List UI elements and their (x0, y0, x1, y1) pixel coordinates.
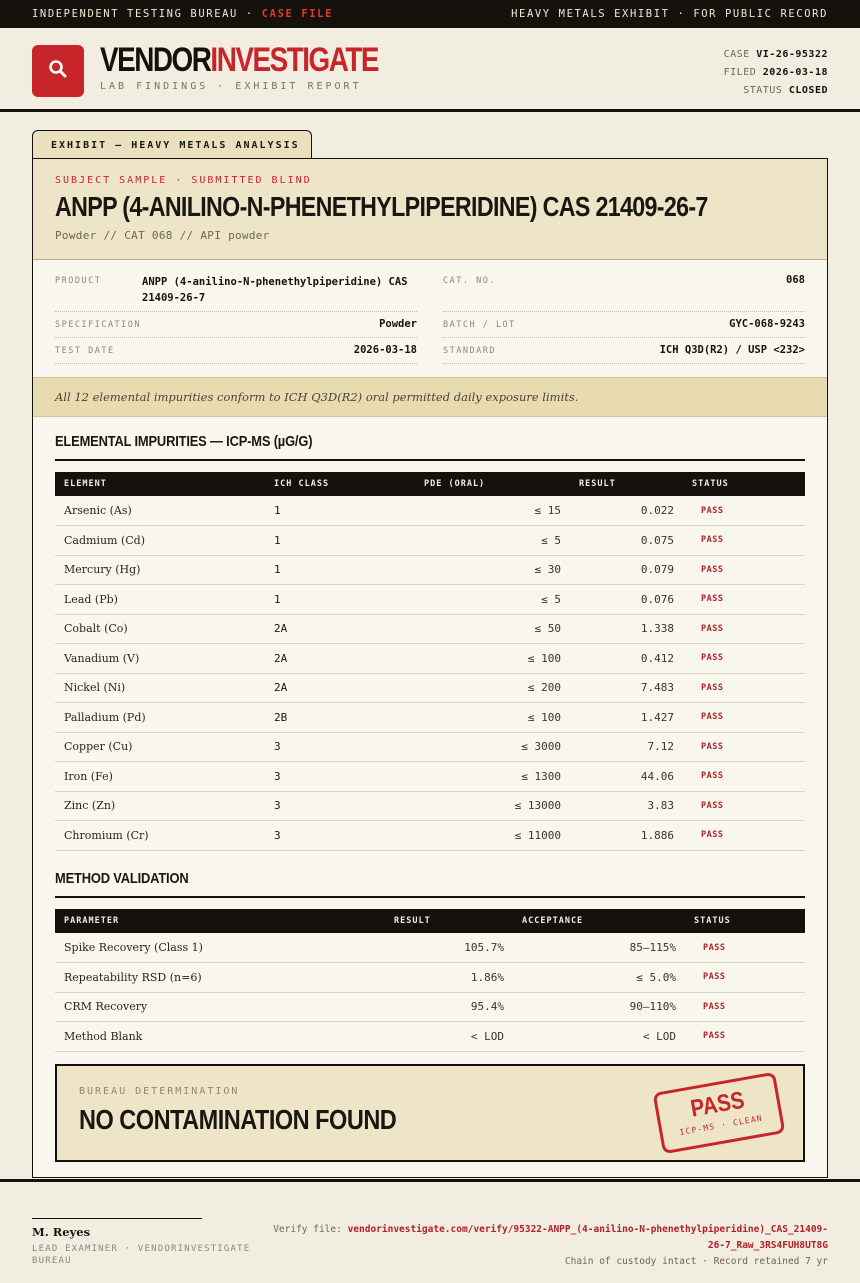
col-header-acceptance: ACCEPTANCE (522, 916, 584, 926)
impurity-row-cell: Cobalt (Co) (55, 614, 265, 644)
verify-line (268, 1222, 828, 1254)
spec-test-date (55, 344, 417, 364)
impurity-row-cell: ≤ 200 (415, 673, 570, 703)
status-label: STATUS (743, 85, 783, 96)
impurity-row-cell: ≤ 30 (415, 555, 570, 585)
determination-panel (55, 1064, 805, 1162)
spec-specification-value: Powder (379, 318, 417, 330)
spec-product-value: ANPP (4-anilino-N-phenethylpiperidine) CAS 21409-26-7 (142, 276, 408, 304)
validation-row-cell: PASS (685, 933, 805, 963)
impurity-row-cell: PASS (683, 614, 805, 644)
impurity-row-cell: 0.076 (570, 585, 683, 615)
validation-rule (55, 896, 805, 898)
validation-row-cell: 105.7% (385, 933, 513, 963)
spec-standard (443, 344, 805, 364)
validation-row-cell: 85–115% (513, 933, 685, 963)
impurity-row-cell: 3 (265, 732, 415, 762)
impurity-row-cell: Iron (Fe) (55, 762, 265, 792)
impurity-row-cell: Chromium (Cr) (55, 821, 265, 851)
impurity-row (55, 555, 805, 585)
spec-product-label: PRODUCT (55, 276, 102, 286)
validation-row-cell: Spike Recovery (Class 1) (55, 933, 385, 963)
impurity-row (55, 526, 805, 556)
impurity-row-cell: 1.886 (570, 821, 683, 851)
filed-date: 2026-03-18 (762, 67, 828, 78)
impurity-row-cell: 1.338 (570, 614, 683, 644)
verify-block (268, 1222, 828, 1270)
impurity-row-cell: PASS (683, 673, 805, 703)
impurity-row-cell: 7.483 (570, 673, 683, 703)
summary-banner: All 12 elemental impurities conform to ICH Q3D(R2) oral permitted daily exposure limits. (33, 377, 827, 417)
impurity-row-cell: ≤ 15 (415, 496, 570, 526)
subject-kicker: SUBJECT SAMPLE · SUBMITTED BLIND (55, 175, 312, 186)
validation-table (55, 909, 805, 1052)
case-file-label: CASE FILE (261, 8, 334, 20)
stamp-main: PASS (688, 1086, 747, 1123)
status-row (724, 82, 828, 100)
spec-test-date-value: 2026-03-18 (353, 344, 417, 356)
impurity-row-cell: PASS (683, 703, 805, 733)
col-header-result: RESULT (579, 479, 616, 489)
impurity-row-cell: Palladium (Pd) (55, 703, 265, 733)
impurity-row-cell: ≤ 13000 (415, 791, 570, 821)
magnifier-icon (47, 58, 69, 84)
filed-row (724, 64, 828, 82)
impurity-row (55, 673, 805, 703)
exhibit-tab: EXHIBIT — HEAVY METALS ANALYSIS (32, 130, 312, 159)
impurity-row-cell: Copper (Cu) (55, 732, 265, 762)
impurity-row-cell: Mercury (Hg) (55, 555, 265, 585)
impurity-row-cell: ≤ 11000 (415, 821, 570, 851)
impurity-row-cell: 2A (265, 673, 415, 703)
validation-row (55, 1022, 805, 1052)
impurity-row-cell: Nickel (Ni) (55, 673, 265, 703)
col-header-ich-class: ICH CLASS (274, 479, 330, 489)
impurity-row (55, 732, 805, 762)
impurity-row-cell: Cadmium (Cd) (55, 526, 265, 556)
validation-row-cell: CRM Recovery (55, 992, 385, 1022)
col-header-element: ELEMENT (64, 479, 107, 489)
validation-row (55, 933, 805, 963)
case-label: CASE (723, 49, 750, 60)
col-header-parameter: PARAMETER (64, 916, 120, 926)
impurity-row (55, 762, 805, 792)
impurity-row (55, 614, 805, 644)
impurity-row-cell: Vanadium (V) (55, 644, 265, 674)
impurity-row-cell: 7.12 (570, 732, 683, 762)
spec-batch-value: GYC-068-9243 (729, 318, 805, 330)
spec-test-date-label: TEST DATE (55, 346, 115, 356)
impurity-row-cell: 1.427 (570, 703, 683, 733)
footer-rule (0, 1179, 860, 1182)
validation-row-cell: < LOD (385, 1022, 513, 1052)
validation-header-row (55, 909, 805, 933)
examiner-role: LEAD EXAMINER · VENDORINVESTIGATE BUREAU (32, 1244, 251, 1266)
spec-specification (55, 318, 417, 338)
verify-label: Verify file: (273, 1224, 348, 1235)
validation-row (55, 963, 805, 993)
signature-line (32, 1218, 202, 1219)
brand-subtitle: LAB FINDINGS · EXHIBIT REPORT (100, 81, 362, 92)
subject-panel (33, 159, 827, 260)
examiner-name: M. Reyes (32, 1225, 91, 1239)
impurity-row-cell: PASS (683, 526, 805, 556)
top-bar (0, 0, 860, 28)
impurity-row-cell: 44.06 (570, 762, 683, 792)
validation-row-cell: PASS (685, 992, 805, 1022)
impurities-header-row (55, 472, 805, 496)
impurity-row-cell: PASS (683, 732, 805, 762)
validation-title: METHOD VALIDATION (55, 870, 189, 887)
case-meta (724, 46, 828, 100)
validation-row-cell: PASS (685, 963, 805, 993)
impurity-row-cell: 1 (265, 585, 415, 615)
impurity-row-cell: PASS (683, 585, 805, 615)
filed-label: FILED (723, 67, 757, 78)
logo (32, 45, 84, 97)
impurity-row-cell: 1 (265, 496, 415, 526)
verify-link[interactable]: vendorinvestigate.com/verify/95322-ANPP_(4-anilino-N-phenethylpiperidine)_CAS_21409-26-7_Raw_3RS4FUH8UT8G (347, 1224, 828, 1251)
brand-name-part-2: INVESTIGATE (210, 41, 379, 79)
top-bar-right: HEAVY METALS EXHIBIT · FOR PUBLIC RECORD (511, 8, 828, 20)
determination-kicker: BUREAU DETERMINATION (79, 1086, 240, 1097)
impurity-row (55, 791, 805, 821)
impurity-row-cell: 0.075 (570, 526, 683, 556)
impurities-table (55, 472, 805, 851)
determination-result: NO CONTAMINATION FOUND (79, 1104, 397, 1135)
impurity-row-cell: 3.83 (570, 791, 683, 821)
exhibit-card (32, 158, 828, 1178)
validation-row-cell: Method Blank (55, 1022, 385, 1052)
impurity-row-cell: ≤ 3000 (415, 732, 570, 762)
bureau-label: INDEPENDENT TESTING BUREAU · (32, 8, 262, 20)
spec-specification-label: SPECIFICATION (55, 320, 142, 330)
spec-standard-label: STANDARD (443, 346, 496, 356)
impurity-row-cell: 3 (265, 762, 415, 792)
spec-product (55, 274, 417, 312)
validation-row-cell: Repeatability RSD (n=6) (55, 963, 385, 993)
spec-batch-label: BATCH / LOT (443, 320, 516, 330)
impurity-row-cell: 0.412 (570, 644, 683, 674)
case-status: CLOSED (788, 85, 828, 96)
impurity-row-cell: 0.022 (570, 496, 683, 526)
impurity-row-cell: 2A (265, 644, 415, 674)
impurity-row-cell: 1 (265, 555, 415, 585)
impurity-row-cell: Arsenic (As) (55, 496, 265, 526)
validation-row-cell: 1.86% (385, 963, 513, 993)
impurity-row-cell: ≤ 5 (415, 585, 570, 615)
impurity-row-cell: 3 (265, 791, 415, 821)
spec-cat-value: 068 (786, 274, 805, 286)
impurity-row-cell: 2A (265, 614, 415, 644)
impurity-row-cell: ≤ 5 (415, 526, 570, 556)
impurity-row (55, 496, 805, 526)
case-number: VI-26-95322 (756, 49, 828, 60)
impurity-row-cell: 0.079 (570, 555, 683, 585)
impurity-row-cell: 2B (265, 703, 415, 733)
impurity-row-cell: 1 (265, 526, 415, 556)
validation-row-cell: PASS (685, 1022, 805, 1052)
validation-row (55, 992, 805, 1022)
validation-row-cell: ≤ 5.0% (513, 963, 685, 993)
validation-row-cell: 90–110% (513, 992, 685, 1022)
col-header-status: STATUS (692, 479, 729, 489)
impurity-row-cell: 3 (265, 821, 415, 851)
impurity-row (55, 585, 805, 615)
impurity-row-cell: PASS (683, 821, 805, 851)
impurity-row-cell: Zinc (Zn) (55, 791, 265, 821)
impurity-row (55, 644, 805, 674)
impurity-row-cell: ≤ 100 (415, 644, 570, 674)
impurities-body (55, 496, 805, 850)
stamp-sub: ICP-MS · CLEAN (678, 1113, 764, 1138)
top-bar-left (32, 8, 333, 20)
col-header-val-result: RESULT (394, 916, 431, 926)
validation-row-cell: < LOD (513, 1022, 685, 1052)
impurity-row-cell: Lead (Pb) (55, 585, 265, 615)
impurity-row-cell: PASS (683, 496, 805, 526)
subject-meta: Powder // CAT 068 // API powder (55, 229, 270, 242)
impurity-row-cell: PASS (683, 762, 805, 792)
impurities-rule (55, 459, 805, 461)
validation-body (55, 933, 805, 1051)
spec-batch (443, 318, 805, 338)
col-header-pde: PDE (ORAL) (424, 479, 486, 489)
subject-title: ANPP (4-ANILINO-N-PHENETHYLPIPERIDINE) CAS 21409-26-7 (55, 191, 708, 222)
impurity-row-cell: PASS (683, 555, 805, 585)
custody-note: Chain of custody intact · Record retained 7 yr (564, 1256, 828, 1267)
spec-cat-label: CAT. NO. (443, 276, 496, 286)
spec-cat-no (443, 274, 805, 312)
validation-row-cell: 95.4% (385, 992, 513, 1022)
impurity-row-cell: ≤ 50 (415, 614, 570, 644)
impurity-row-cell: PASS (683, 644, 805, 674)
impurity-row (55, 821, 805, 851)
impurity-row-cell: ≤ 100 (415, 703, 570, 733)
spec-grid (33, 260, 827, 377)
pass-stamp (653, 1072, 786, 1155)
spec-standard-value: ICH Q3D(R2) / USP <232> (659, 344, 805, 356)
impurity-row-cell: PASS (683, 791, 805, 821)
case-number-row (724, 46, 828, 64)
header (0, 28, 860, 112)
brand-name-part-1: VENDOR (100, 41, 211, 79)
impurities-title: ELEMENTAL IMPURITIES — ICP-MS (µG/G) (55, 433, 313, 450)
brand-name (100, 40, 378, 80)
col-header-val-status: STATUS (694, 916, 731, 926)
impurity-row (55, 703, 805, 733)
impurity-row-cell: ≤ 1300 (415, 762, 570, 792)
